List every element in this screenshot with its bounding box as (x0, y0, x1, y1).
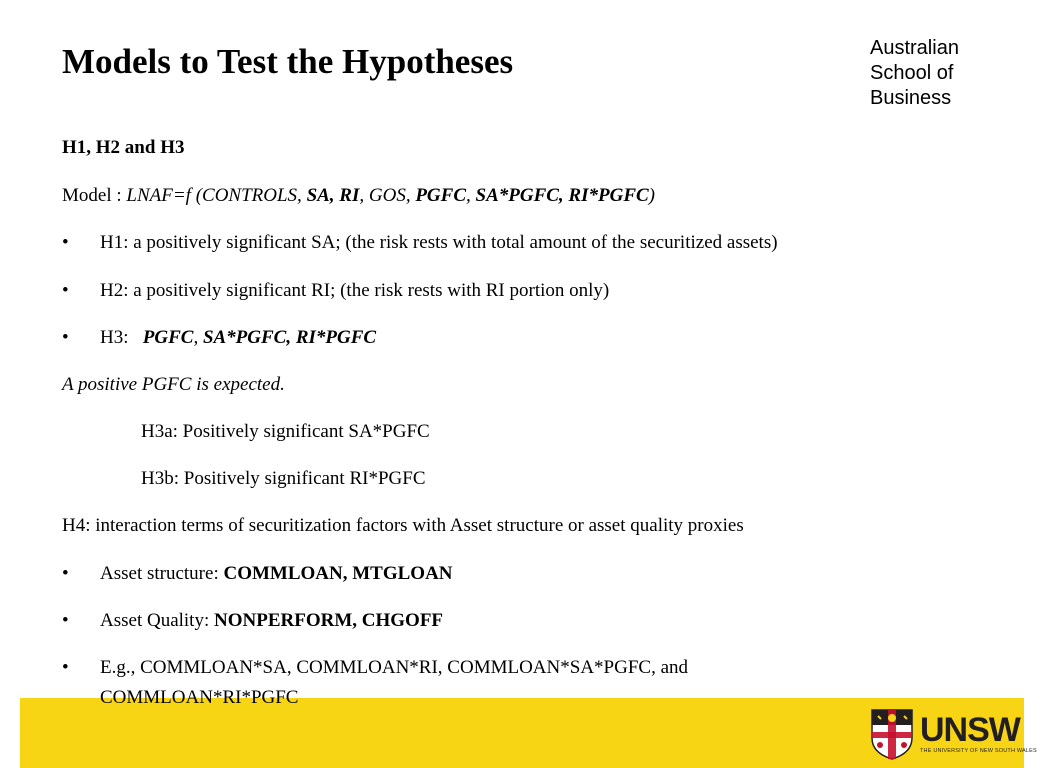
example-line-2: COMMLOAN*RI*PGFC (100, 687, 299, 708)
asset-structure-text (100, 562, 453, 586)
unsw-logo (870, 706, 1037, 762)
bullet-dot: • (62, 610, 69, 631)
h3-comma: , (193, 327, 203, 348)
model-open: LNAF=f (CONTROLS, (126, 185, 307, 206)
model-pgfc: PGFC (415, 185, 467, 206)
bullet-dot: • (62, 563, 69, 584)
model-gos: , GOS, (359, 185, 416, 206)
slide-title: Models to Test the Hypotheses (62, 42, 514, 81)
model-comma: , (466, 185, 476, 206)
school-name (870, 36, 959, 111)
school-name-line-3: Business (870, 87, 952, 109)
h3-text (100, 326, 376, 350)
bullet-dot: • (62, 232, 69, 253)
unsw-crest-icon (870, 708, 914, 760)
model-sa-ri: SA, RI (306, 185, 360, 206)
bullet-dot: • (62, 280, 69, 301)
model-equation (62, 184, 655, 208)
model-interactions: SA*PGFC, RI*PGFC (475, 185, 649, 206)
h2-text: H2: a positively significant RI; (the risk rests with RI portion only) (100, 280, 610, 301)
asset-quality-text (100, 609, 443, 633)
school-name-line-1: Australian (870, 37, 959, 59)
h3-interactions: SA*PGFC, RI*PGFC (202, 327, 377, 348)
asset-quality-value: NONPERFORM, CHGOFF (214, 610, 444, 631)
model-close: ) (648, 185, 655, 206)
example-line-1: E.g., COMMLOAN*SA, COMMLOAN*RI, COMMLOAN*SA*PGFC, and (100, 657, 688, 678)
asset-structure-value: COMMLOAN, MTGLOAN (223, 563, 453, 584)
unsw-subtitle: THE UNIVERSITY OF NEW SOUTH WALES (920, 748, 1037, 754)
h3-prefix: H3: (100, 327, 143, 348)
expectation-note: A positive PGFC is expected. (62, 374, 285, 395)
h3b-text: H3b: Positively significant RI*PGFC (141, 468, 426, 489)
h3a-text: H3a: Positively significant SA*PGFC (141, 421, 430, 442)
h1-text: H1: a positively significant SA; (the risk rests with total amount of the securitized assets) (100, 232, 778, 253)
asset-quality-label: Asset Quality: (100, 610, 214, 631)
model-prefix: Model : (62, 185, 127, 206)
unsw-word: UNSW (920, 711, 1020, 749)
h4-text: H4: interaction terms of securitization factors with Asset structure or asset quality proxies (62, 515, 744, 536)
bullet-dot: • (62, 657, 69, 678)
unsw-wordmark (920, 713, 1037, 755)
bullet-dot: • (62, 327, 69, 348)
h3-pgfc: PGFC (142, 327, 194, 348)
section-heading: H1, H2 and H3 (62, 137, 185, 158)
school-name-line-2: School of (870, 62, 954, 84)
asset-structure-label: Asset structure: (100, 563, 224, 584)
